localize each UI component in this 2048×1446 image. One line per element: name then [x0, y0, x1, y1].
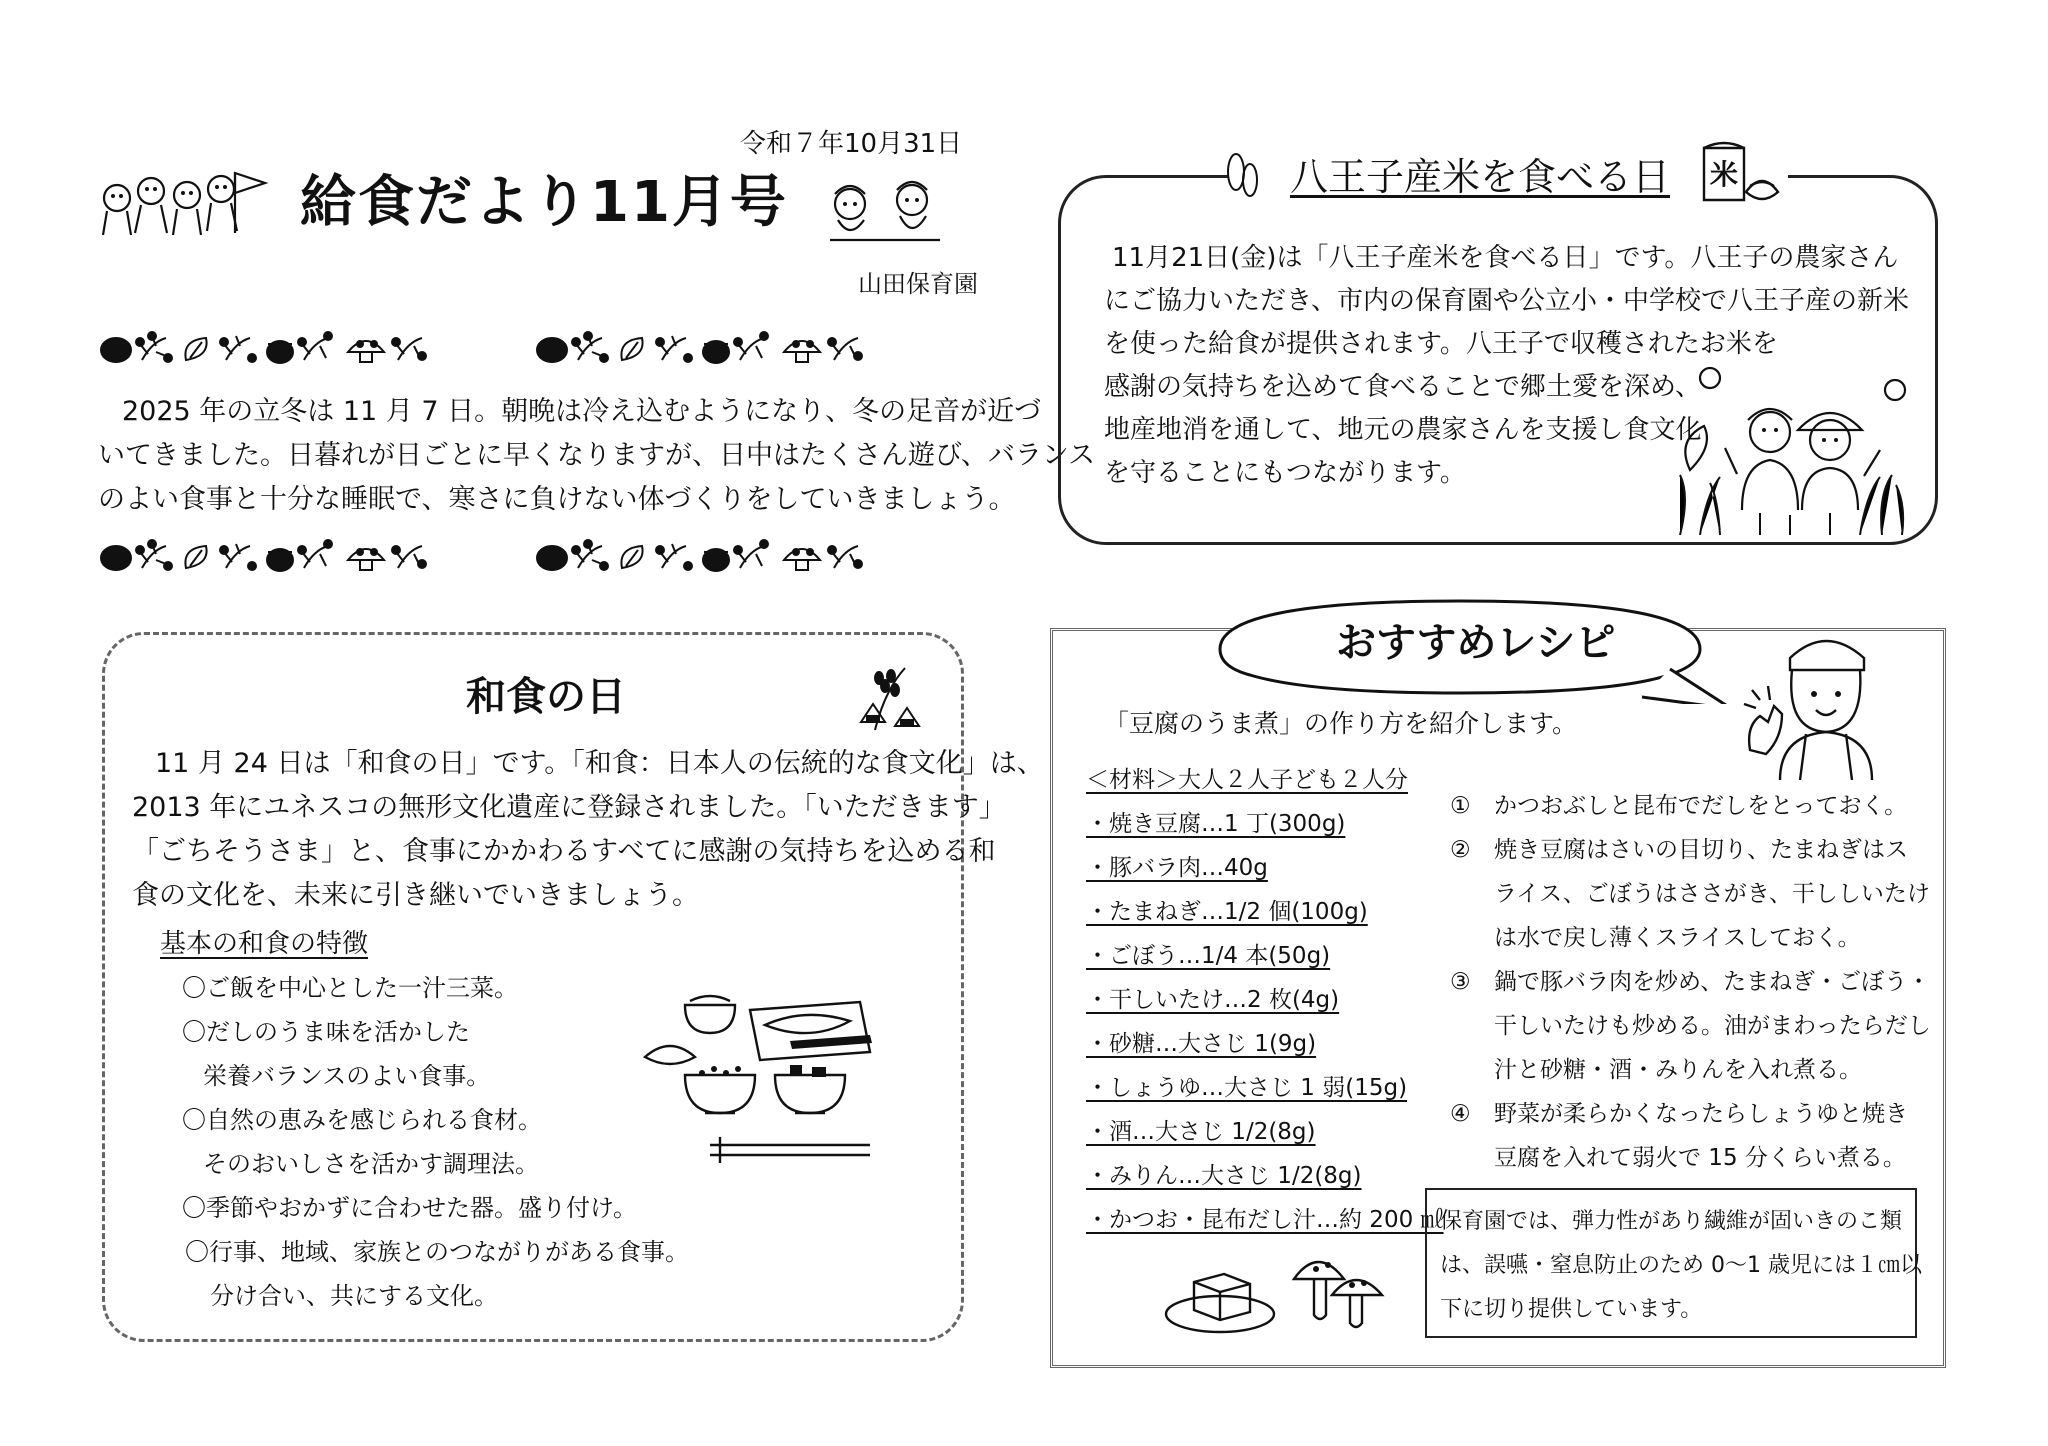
children-marching-icon	[95, 165, 270, 245]
washoku-line-3: 「ごちそうさま」と、食事にかかわるすべてに感謝の気持ちを込める和	[132, 836, 996, 867]
step-4-line-2: 豆腐を入れて弱火で 15 分くらい煮る。	[1494, 1145, 1906, 1171]
hachioji-line-3: を使った給食が提供されます。八王子で収穫されたお米を	[1104, 329, 1778, 359]
hachioji-line-6: を守ることにもつながります。	[1104, 458, 1466, 488]
autumn-border-bottom	[98, 538, 988, 578]
school-name: 山田保育園	[858, 270, 978, 298]
step-2-line-2: ライス、ごぼうはささがき、干ししいたけ	[1494, 881, 1930, 907]
rice-grain-icon	[1222, 142, 1262, 206]
washoku-features-title: 基本の和食の特徴	[160, 929, 369, 959]
chef-icon	[1740, 630, 1910, 780]
washoku-feature-5: そのおいしさを活かす調理法。	[203, 1150, 539, 1178]
step-4-number: ④	[1450, 1101, 1471, 1127]
washoku-feature-1: 〇ご飯を中心とした一汁三菜。	[182, 974, 518, 1002]
step-1-line-1: かつおぶしと昆布でだしをとっておく。	[1494, 793, 1908, 819]
step-2-line-1: 焼き豆腐はさいの目切り、たまねぎはス	[1494, 837, 1908, 863]
washoku-line-1: 11 月 24 日は「和食の日」です。「和食：日本人の伝統的な食文化」は、	[155, 748, 1044, 779]
mushroom-icon	[1290, 1245, 1386, 1335]
washoku-feature-2: 〇だしのうま味を活かした	[182, 1018, 470, 1046]
step-2-line-3: は水で戻し薄くスライスしておく。	[1494, 925, 1861, 951]
step-1-number: ①	[1450, 793, 1471, 819]
ingredient-5: ・干しいたけ…2 枚(4g)	[1086, 987, 1340, 1013]
step-2-number: ②	[1450, 837, 1471, 863]
intro-line-1: 2025 年の立冬は 11 月 7 日。朝晩は冷え込むようになり、冬の足音が近づ	[122, 396, 1042, 427]
note-line-3: 下に切り提供しています。	[1440, 1297, 1703, 1322]
hachioji-line-2: にご協力いただき、市内の保育園や公立小・中学校で八王子産の新米	[1104, 286, 1909, 316]
washoku-feature-3: 栄養バランスのよい食事。	[203, 1062, 491, 1090]
ingredient-1: ・焼き豆腐…1 丁(300g)	[1086, 811, 1346, 837]
washoku-feature-8: 分け合い、共にする文化。	[210, 1282, 498, 1310]
ingredient-3: ・たまねぎ…1/2 個(100g)	[1086, 899, 1368, 925]
washoku-feature-6: 〇季節やおかずに合わせた器。盛り付け。	[182, 1194, 638, 1222]
step-3-number: ③	[1450, 969, 1471, 995]
autumn-border-top	[98, 330, 988, 370]
ingredient-7: ・しょうゆ…大さじ 1 弱(15g)	[1086, 1075, 1408, 1101]
rice-bag-label: 米	[1710, 158, 1739, 191]
japanese-meal-icon	[640, 985, 890, 1175]
recipe-intro: 「豆腐のうま煮」の作り方を紹介します。	[1104, 709, 1578, 738]
hachioji-line-4: 感謝の気持ちを込めて食べることで郷土愛を深め、	[1104, 372, 1701, 402]
newsletter-title: 給食だより11月号	[300, 170, 788, 235]
step-3-line-3: 汁と砂糖・酒・みりんを入れ煮る。	[1494, 1057, 1862, 1083]
hachioji-title: 八王子産米を食べる日	[1290, 155, 1671, 199]
washoku-feature-7: 〇行事、地域、家族とのつながりがある食事。	[185, 1238, 689, 1266]
rice-ear-onigiri-icon	[855, 660, 925, 740]
washoku-feature-4: 〇自然の恵みを感じられる食材。	[182, 1106, 542, 1134]
ingredient-8: ・酒…大さじ 1/2(8g)	[1086, 1119, 1316, 1145]
ingredient-4: ・ごぼう…1/4 本(50g)	[1086, 943, 1331, 969]
farmers-icon	[1670, 360, 1920, 535]
step-3-line-2: 干しいたけも炒める。油がまわったらだし	[1494, 1013, 1931, 1039]
children-eating-icon	[820, 180, 955, 250]
note-line-1: 保育園では、弾力性があり繊維が固いきのこ類	[1440, 1209, 1903, 1234]
note-line-2: は、誤嚥・窒息防止のため 0～1 歳児には１㎝以	[1440, 1253, 1922, 1278]
hachioji-line-1: 11月21日(金)は「八王子産米を食べる日」です。八王子の農家さん	[1112, 243, 1899, 273]
ingredient-10: ・かつお・昆布だし汁…約 200 ㎖	[1086, 1207, 1444, 1233]
step-4-line-1: 野菜が柔らかくなったらしょうゆと焼き	[1494, 1101, 1908, 1127]
recipe-title: おすすめレシピ	[1336, 620, 1616, 666]
ingredients-title: ＜材料＞大人２人子ども２人分	[1086, 767, 1408, 793]
intro-line-2: いてきました。日暮れが日ごとに早くなりますが、日中はたくさん遊び、バランス	[98, 440, 1096, 471]
tofu-icon	[1160, 1262, 1280, 1336]
intro-line-3: のよい食事と十分な睡眠で、寒さに負けない体づくりをしていきましょう。	[98, 484, 1016, 515]
ingredient-2: ・豚バラ肉…40g	[1086, 855, 1268, 881]
washoku-line-4: 食の文化を、未来に引き継いでいきましょう。	[132, 880, 699, 911]
step-3-line-1: 鍋で豚バラ肉を炒め、たまねぎ・ごぼう・	[1494, 969, 1931, 995]
washoku-line-2: 2013 年にユネスコの無形文化遺産に登録されました。「いただきます」	[132, 792, 1006, 823]
washoku-title: 和食の日	[466, 674, 626, 720]
ingredient-6: ・砂糖…大さじ 1(9g)	[1086, 1031, 1317, 1057]
ingredient-9: ・みりん…大さじ 1/2(8g)	[1086, 1163, 1362, 1189]
issue-date: 令和７年10月31日	[740, 129, 963, 159]
hachioji-line-5: 地産地消を通して、地元の農家さんを支援し食文化	[1104, 415, 1702, 445]
